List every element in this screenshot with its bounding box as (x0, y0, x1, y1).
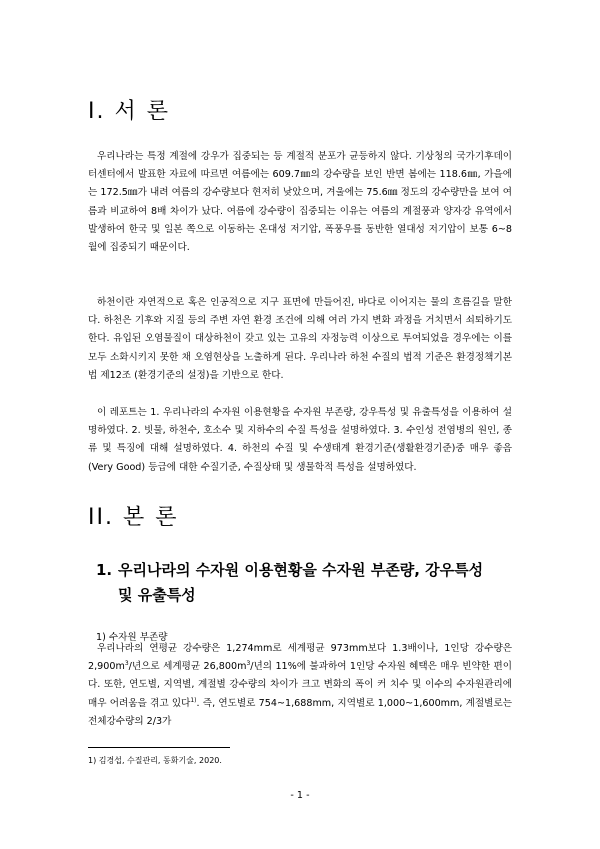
body-paragraph-1 (88, 640, 512, 731)
subsection-heading (96, 558, 516, 608)
body-text-part3: /년의 11%에 불과하여 1인당 수자원 혜택은 매우 빈약한 편이다. 또한, 연도별, 지역별, 계절별 강수량의 차이가 크고 변화의 폭이 커 치수 및 이수의 수자원관리에 매우 어려움을 겪고 있다 (88, 661, 512, 709)
section-heading-introduction: I. 서 론 (88, 99, 170, 124)
body-text-part4: . 즉, 연도별로 754~1,688mm, 지역별로 1,000~1,600mm, 계절별로는 전체강수량의 2/3가 (88, 697, 512, 727)
item-heading: 1) 수자원 부존량 (96, 632, 168, 643)
intro-paragraph-2: 하천이란 자연적으로 혹은 인공적으로 지구 표면에 만들어진, 바다로 이어지는 물의 흐름길을 말한다. 하천은 기후와 지질 등의 주변 자연 환경 조건에 의해 여러 가지 변화 과정을 거치면서 쇠퇴하기도 한다. 유입된 오염물질이 대상하천이 갖고 있는 고유의 자정능력 이상으로 투여되었을 경우에는 이를 모두 소화시키지 못한 채 오염현상을 노출하게 된다. 우리나라 하천 수질의 법적 기준은 환경정책기본법 제12조 (환경기준의 설정)을 기반으로 한다. (88, 297, 512, 381)
footnote-divider (88, 747, 230, 748)
intro-paragraph-3: 이 레포트는 1. 우리나라의 수자원 이용현황을 수자원 부존량, 강우특성 및 유출특성을 이용하여 설명하였다. 2. 빗물, 하천수, 호소수 및 지하수의 수질 특성을 설명하였다. 3. 수인성 전염병의 원인, 종류 및 특징에 대해 설명하였다. 4. 하천의 수질 및 수생태계 환경기준(생활환경기준)중 매우 좋음(Very Good) 등급에 대한 수질기준, 수질상태 및 생물학적 특성을 설명하였다. (88, 407, 512, 473)
footnote: 1) 김경섭, 수질관리, 동화기술, 2020. (88, 756, 222, 765)
superscript-cubic-2: 3 (246, 660, 251, 668)
section-heading-body: II. 본 론 (88, 505, 179, 530)
subsection-title-line2: 및 유출특성 (118, 586, 196, 604)
superscript-cubic-1: 3 (124, 660, 129, 668)
subsection-number: 1. (96, 561, 113, 579)
body-text-part1: 우리나라의 연평균 강수량은 1,274mm로 세계평균 973mm보다 1.3배이나, 1인당 강수량은 2,900m (88, 643, 512, 673)
footnote-reference[interactable]: 1) (190, 696, 197, 704)
body-text-part2: /년으로 세계평균 26,800m (128, 661, 247, 673)
intro-paragraph-1: 우리나라는 특정 계절에 강우가 집중되는 등 계절적 분포가 균등하지 않다. 기상청의 국가기후데이터센터에서 발표한 자료에 따르면 여름에는 609.7㎜의 강수량을 보인 반면 봄에는 118.6㎜, 가을에는 172.5㎜가 내려 여름의 강수량보다 현저히 낮았으며, 겨울에는 75.6㎜ 정도의 강수량만을 보여 여름과 비교하여 8배 차이가 났다. 여름에 강수량이 집중되는 이유는 여름의 계절풍과 양자강 유역에서 발생하여 한국 및 일본 쪽으로 이동하는 온대성 저기압, 폭풍우를 동반한 열대성 저기압이 보통 6~8월에 집중되기 때문이다. (88, 151, 512, 254)
page-number: - 1 - (290, 790, 310, 801)
subsection-title-line1: 우리나라의 수자원 이용현황을 수자원 부존량, 강우특성 (118, 561, 484, 579)
